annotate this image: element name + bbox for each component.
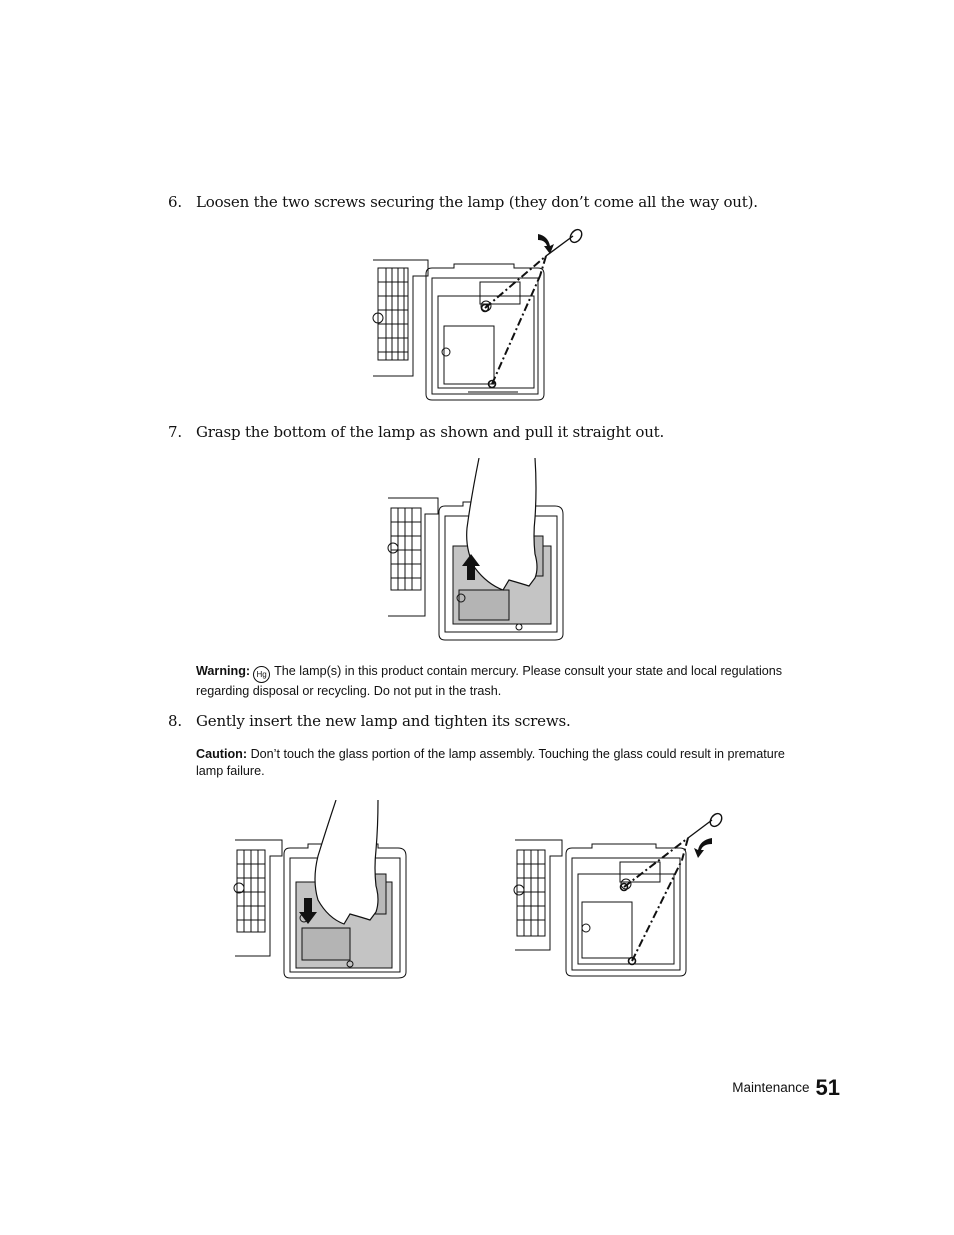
caution-text: Don’t touch the glass portion of the lamp assembly. Touching the glass could result in premature lamp failure. — [196, 747, 785, 778]
caution-label: Caution: — [196, 747, 248, 761]
step-number: 8. — [168, 712, 182, 730]
page-number: 51 — [815, 1075, 840, 1100]
figure-loosen-screws — [368, 226, 590, 404]
screwdriver-icon — [546, 227, 584, 256]
step-number: 6. — [168, 193, 182, 211]
rotate-arrow-icon — [694, 838, 712, 858]
step-text: Loosen the two screws securing the lamp (they don’t come all the way out). — [196, 193, 758, 211]
section-name: Maintenance — [732, 1080, 810, 1095]
mercury-hg-icon: Hg — [253, 666, 270, 683]
figure-remove-lamp — [383, 458, 573, 644]
warning-label: Warning: — [196, 664, 251, 678]
hand — [467, 458, 537, 590]
warning-note — [196, 663, 786, 700]
step-text: Gently insert the new lamp and tighten its screws. — [196, 712, 571, 730]
figure-tighten-screws — [512, 810, 726, 982]
page-footer — [732, 1075, 840, 1101]
hand — [315, 800, 378, 924]
step-text: Grasp the bottom of the lamp as shown and pull it straight out. — [196, 423, 665, 441]
screwdriver-icon — [688, 811, 724, 838]
figure-insert-lamp — [232, 800, 412, 980]
caution-note — [196, 746, 786, 780]
step-number: 7. — [168, 423, 182, 441]
vent-grille — [378, 268, 408, 360]
warning-text: The lamp(s) in this product contain mercury. Please consult your state and local regulations regarding disposal or recycling. Do not put in the trash. — [196, 664, 783, 698]
